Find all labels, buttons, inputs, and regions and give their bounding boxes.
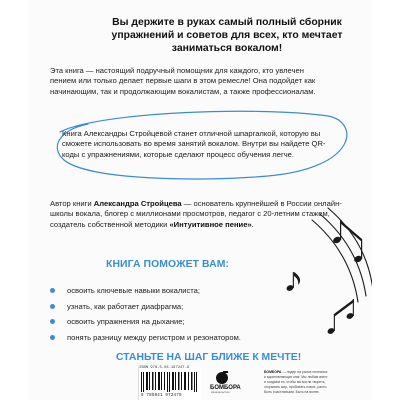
- highlight-paragraph: Книга Александры Стройцевой станет отличной шпаргалкой, которую вы сможете использовать во время занятий вокалом. Внутри вы найдете QR-коды с упражнениями, которые сделают процесс обучения легче.: [62, 129, 326, 159]
- book-back-cover: [28, 0, 372, 400]
- music-note-flag: [294, 272, 300, 285]
- list-item: понять разницу между регистром и резонатором.: [50, 330, 241, 346]
- isbn-text: ISBN 978-5-04-197247-9: [139, 366, 190, 370]
- barcode-digits: 9 785041 972479: [141, 394, 182, 398]
- author-paragraph: Автор книги Александра Стройцева — основатель крупнейшей в России онлайн-школы вокала, блогер с миллионами просмотров, педагог с 20-летним стажем, создатель собственной методики «Интуитивное пение».: [50, 199, 342, 229]
- publisher-logo-text: БОМБОРА: [210, 385, 241, 391]
- headline: Вы держите в руках самый полный сборник упражнений и советов для всех, кто мечтает заниматься вокалом!: [111, 17, 343, 54]
- author-name: Александра Стройцева: [93, 199, 182, 208]
- publisher-logo-subtext: издательство: [211, 390, 230, 393]
- barcode: [138, 366, 201, 400]
- helps-title: КНИГА ПОМОЖЕТ ВАМ:: [106, 259, 230, 270]
- intro-paragraph: Эта книга — настоящий подручный помощник для каждого, кто увлечен пением или только делает первые шаги в этом ремесле! Она подойдет как начинающим, так и продолжающим вокалистам, а также профессионалам.: [50, 66, 316, 96]
- method-name: «Интуитивное пение»: [169, 219, 252, 229]
- list-item: освоить упражнения на дыхание;: [50, 314, 241, 330]
- publisher-logo: [210, 369, 260, 393]
- list-item: освоить ключевые навыки вокалиста;: [50, 283, 241, 299]
- helps-list: [50, 283, 241, 345]
- music-note-stem: [361, 239, 362, 259]
- closing-slogan: СТАНЬТЕ НА ШАГ БЛИЖЕ К МЕЧТЕ!: [116, 352, 302, 363]
- barcode-bars: [141, 372, 199, 392]
- music-note-stem: [293, 272, 294, 288]
- list-item: узнать, как работает диафрагма;: [50, 299, 241, 315]
- publisher-description: БОМБОРА — лидер на рынке полезных и вдохновляющих книг. Мы любим книги и создаем их, чтобы вы могли творить, открывать мир, пробовать новое, расти. Быть счастливыми. Быть на волне.: [264, 370, 328, 394]
